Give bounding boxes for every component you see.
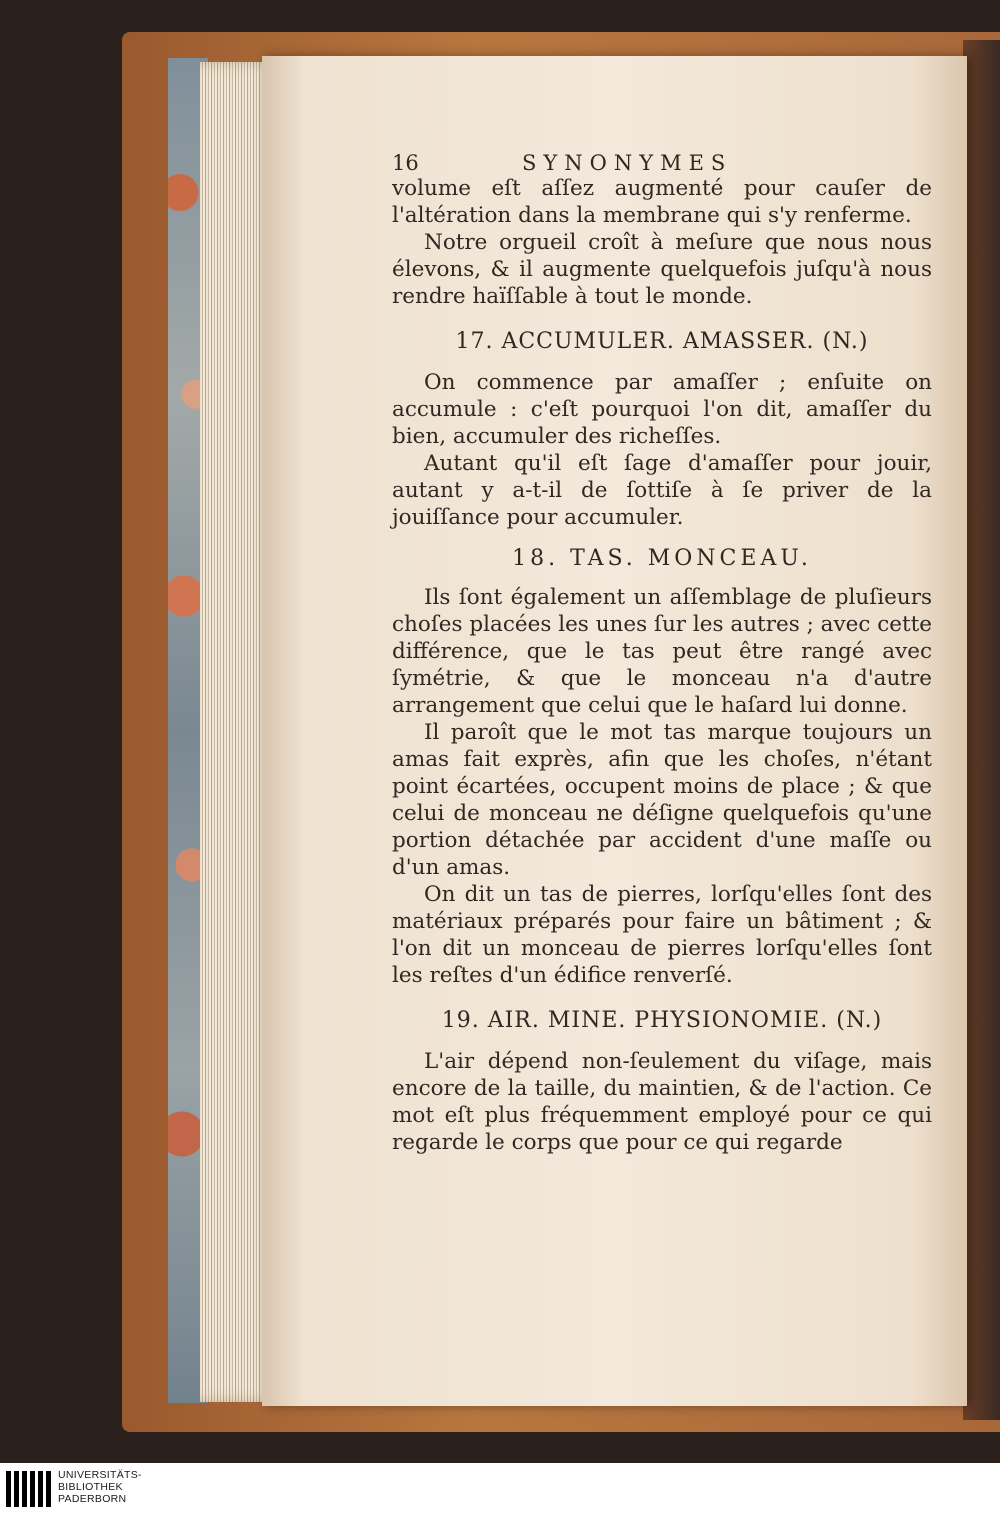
library-name (58, 1469, 142, 1505)
paragraph: Il paroît que le mot tas marque toujours un amas fait exprès, afin que les choſes, n'étant point écartées, occupent moins de place ; & que celui de monceau ne déſigne quelquefois qu'une portion détachée par accident d'une maſſe ou d'un amas. (392, 720, 932, 880)
page-number: 16 (392, 151, 419, 175)
library-footer (0, 1463, 1000, 1515)
library-name-line2: BIBLIOTHEK (58, 1481, 123, 1493)
library-logo-icon (6, 1471, 51, 1507)
page-text (392, 150, 932, 1156)
library-name-line1: UNIVERSITÄTS- (58, 1469, 142, 1481)
paragraph: volume eſt aſſez augmenté pour cauſer de l'altération dans la membrane qui s'y renferme. (392, 176, 932, 228)
paragraph: On commence par amaſſer ; enſuite on accumule : c'eſt pourquoi l'on dit, amaſſer du bien, accumuler des richeſſes. (392, 370, 932, 449)
paragraph: Autant qu'il eſt ſage d'amaſſer pour jouir, autant y a-t-il de ſottiſe à ſe priver de la jouiſſance pour accumuler. (392, 451, 932, 530)
library-name-line3: PADERBORN (58, 1493, 127, 1505)
paragraph: L'air dépend non-ſeulement du viſage, mais encore de la taille, du maintien, & de l'action. Ce mot eſt plus fréquemment employé pour ce qui regarde le corps que pour ce qui regarde (392, 1049, 932, 1155)
running-title: SYNONYMES (522, 151, 733, 175)
entry-heading: 18. TAS. MONCEAU. (512, 546, 812, 571)
paragraph: Notre orgueil croît à meſure que nous nous élevons, & il augmente quelquefois juſqu'à nous rendre haïſſable à tout le monde. (392, 230, 932, 309)
entry-heading: 19. AIR. MINE. PHYSIONOMIE. (N.) (441, 1008, 883, 1033)
page-content (392, 175, 932, 1156)
running-head (392, 150, 932, 177)
facing-page-edge (963, 40, 1000, 1420)
entry-heading: 17. ACCUMULER. AMASSER. (N.) (455, 329, 869, 354)
paragraph: Ils ſont également un aſſemblage de pluſieurs choſes placées les unes ſur les autres ; avec cette différence, que le tas peut être rangé avec ſymétrie, & que le monceau n'a d'autre arrangement que celui que le haſard lui donne. (392, 585, 932, 718)
paragraph: On dit un tas de pierres, lorſqu'elles ſont des matériaux préparés pour faire un bâtiment ; & l'on dit un monceau de pierres lorſqu'elles ſont les reſtes d'un édifice renverſé. (392, 882, 932, 988)
